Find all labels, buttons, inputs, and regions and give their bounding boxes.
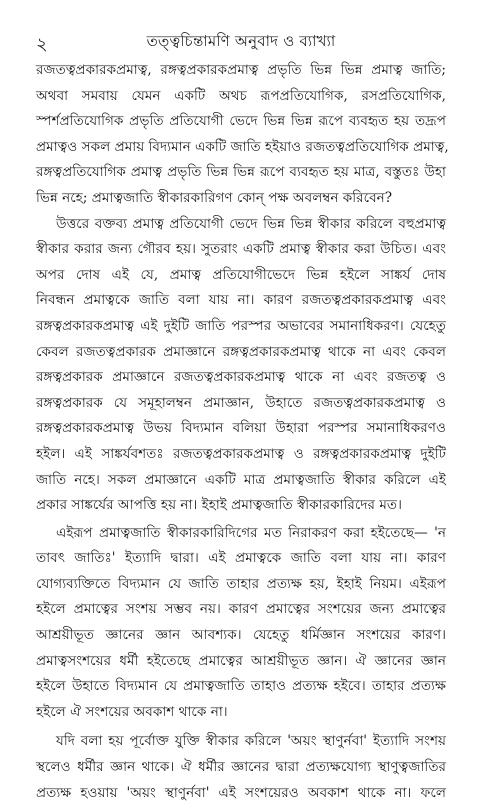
text-line: কেবল রজতত্বপ্রকারক প্রমাজ্ঞানে রঙ্গত্বপ্রকারকপ্রমাত্ব থাকে না এবং কেবল [36, 343, 446, 360]
text-line: এইরূপ প্রমাত্বজাতি স্বীকারকারিদিগের মত নিরাকরণ করা হইতেছে— 'ন [56, 524, 446, 541]
page-number: ২ [36, 34, 48, 55]
text-line: ভিন্ন নহে; প্রমাত্বজাতি স্বীকারকারিগণ কোন্‌ পক্ষ অবলম্বন করিবেন? [36, 189, 393, 206]
text-line: অথবা সমবায় যেমন একটি অথচ রূপপ্রতিযোগিক, রসপ্রতিযোগিক, [36, 87, 446, 104]
running-title: তত্ত্বচিন্তামণি অনুবাদ ও ব্যাখ্যা [146, 32, 336, 50]
text-line: স্পর্শপ্রতিযোগিক প্রভৃতি প্রতিযোগী ভেদে ভিন্ন ভিন্ন রূপে ব্যবহৃত হয় তদ্রূপ [36, 113, 446, 130]
text-line: প্রত্যক্ষ হওয়ায় 'অয়ং স্থাণুর্নবা' এই সংশয়েরও অবকাশ থাকে না। ফলে [36, 784, 446, 801]
text-line: প্রমাত্বও সকল প্রমায় বিদ্যমান একটি জাতি হইয়াও রজতত্বপ্রতিযোগিক প্রমাত্ব, [36, 138, 449, 155]
paragraph [36, 58, 449, 212]
text-line: আশ্রয়ীভূত জ্ঞানের জ্ঞান আবশ্যক। যেহেতু ধর্মিজ্ঞান সংশয়ের কারণ। [36, 627, 446, 644]
text-line: হইলে ঐ সংশয়ের অবকাশ থাকে না। [36, 703, 228, 720]
text-line: হইলে উহাতে বিদ্যমান যে প্রমাত্বজাতি তাহাও প্রত্যক্ষ হইবে। তাহার প্রত্যক্ষ [36, 678, 446, 695]
body-text [36, 58, 449, 806]
paragraph [36, 729, 446, 806]
text-line: স্বীকার করার জন্য গৌরব হয়। সুতরাং একটি প্রমাত্ব স্বীকার করা উচিত। এবং [36, 241, 446, 258]
text-line: প্রকার সাঙ্কর্যের আপত্তি হয় না। ইহাই প্রমাত্বজাতি স্বীকারকারিদের মত। [36, 497, 402, 514]
text-line: রঙ্গত্বপ্রকারক প্রমাজ্ঞানে রজতত্বপ্রকারকপ্রমাত্ব থাকে না এবং রজতত্ব ও [36, 369, 446, 386]
text-line: স্থলেও ধর্মীর জ্ঞান থাকে। ঐ ধর্মীর জ্ঞানের দ্বারা প্রত্যক্ষযোগ্য স্থাণুত্বজাতির [36, 759, 446, 776]
text-line: উত্তরে বক্তব্য প্রমাত্ব প্রতিযোগী ভেদে ভিন্ন ভিন্ন স্বীকার করিলে বহুপ্রমাত্ব [56, 215, 446, 232]
text-line: প্রমাত্বসংশয়ের ধর্মী হইতেছে প্রমাত্বের আশ্রয়ীভূত জ্ঞান। ঐ জ্ঞানের জ্ঞান [36, 652, 446, 669]
text-line: হইলে প্রমাত্বের সংশয় সম্ভব নয়। কারণ প্রমাত্বের সংশয়ের জন্য প্রমাত্বের [36, 601, 446, 618]
text-line: হইল। এই সাঙ্কর্যবশতঃ রজতত্বপ্রকারকপ্রমাত্ব ও রঙ্গত্বপ্রকারকপ্রমাত্ব দুইটি [36, 445, 446, 462]
text-line: তাবৎ জাতিঃ' ইত্যাদি দ্বারা। এই প্রমাত্বকে জাতি বলা যায় না। কারণ [36, 550, 446, 567]
text-line: রঙ্গত্বপ্রকারকপ্রমাত্ব এই দুইটি জাতি পরস্পর অভাবের সমানাধিকরণ। যেহেতু [36, 317, 446, 334]
text-line: জাতি নহে। সকল প্রমাজ্ঞানে একটি মাত্র প্রমাত্বজাতি স্বীকার করিলে এই [36, 471, 446, 488]
text-line: রজতত্বপ্রকারকপ্রমাত্ব, রঙ্গত্বপ্রকারকপ্রমাত্ব প্রভৃতি ভিন্ন ভিন্ন প্রমাত্ব জাতি; [36, 62, 446, 78]
paragraph [36, 212, 446, 519]
text-line: নিবন্ধন প্রমাত্বকে জাতি বলা যায় না। কারণ রজতত্বপ্রকারকপ্রমাত্ব এবং [36, 292, 446, 309]
text-line: যদি বলা হয় পূর্বোক্ত যুক্তি স্বীকার করিলে 'অয়ং স্থাণুর্নবা' ইত্যাদি সংশয় [56, 733, 446, 750]
page-header [36, 0, 446, 58]
text-line: যোগ্যব্যক্তিতে বিদ্যমান যে জাতি তাহার প্রত্যক্ষ হয়, ইহাই নিয়ম। এইরূপ [36, 575, 446, 592]
text-line: অপর দোষ এই যে, প্রমাত্ব প্রতিযোগীভেদে ভিন্ন হইলে সাঙ্কর্য দোষ [36, 266, 446, 283]
paragraph [36, 521, 446, 726]
text-line: রঙ্গত্বপ্রকারকপ্রমাত্ব উভয় বিদ্যমান বলিয়া উহারা পরস্পর সমানাধিকরণও [36, 420, 446, 437]
text-line: রঙ্গত্বপ্রতিযোগিক প্রমাত্ব প্রভৃতি ভিন্ন ভিন্ন রূপে ব্যবহৃত হয় মাত্র, বস্তুতঃ উহা [36, 164, 446, 181]
text-line: রঙ্গত্বপ্রকারক যে সমূহালম্বন প্রমাজ্ঞান, উহাতে রজতত্বপ্রকারকপ্রমাত্ব ও [36, 394, 446, 411]
